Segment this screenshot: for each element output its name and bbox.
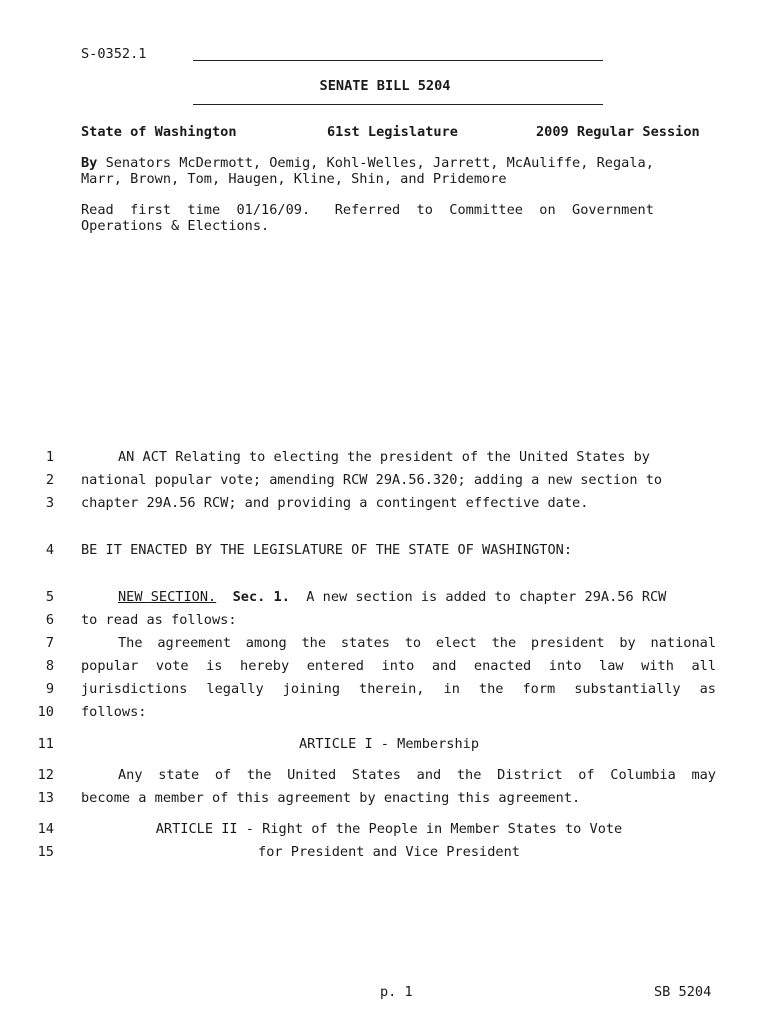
new-section-text: A new section is added to chapter 29A.56 RCW — [306, 589, 667, 605]
line-number: 3 — [45, 495, 54, 511]
sponsors-prefix: By — [81, 155, 98, 171]
line-number: 10 — [37, 704, 54, 720]
article-heading-continued: for President and Vice President — [258, 844, 520, 860]
line-number: 12 — [37, 767, 54, 783]
new-section-label: NEW SECTION. — [118, 589, 217, 605]
body-line: Any state of the United States and the District of Columbia may — [118, 767, 716, 783]
read-first-line-1: Read first time 01/16/09. Referred to Committee on Government — [81, 202, 654, 218]
body-line: to read as follows: — [81, 612, 237, 628]
article-heading: ARTICLE I - Membership — [298, 736, 480, 752]
line-number: 14 — [37, 821, 54, 837]
line-number: 11 — [37, 736, 54, 752]
body-line: chapter 29A.56 RCW; and providing a contingent effective date. — [81, 495, 589, 511]
body-line: popular vote is hereby entered into and enacted into law with all — [81, 658, 716, 674]
body-line: jurisdictions legally joining therein, in the form substantially as — [81, 681, 716, 697]
section-number: Sec. 1. — [232, 589, 290, 605]
line-number: 7 — [45, 635, 54, 651]
bill-title: SENATE BILL 5204 — [319, 78, 451, 94]
legislature-label: 61st Legislature — [327, 124, 458, 140]
line-number: 2 — [45, 472, 54, 488]
line-number: 6 — [45, 612, 54, 628]
page-number: p. 1 — [380, 984, 413, 1000]
body-line: AN ACT Relating to electing the president of the United States by — [118, 449, 650, 465]
line-number: 13 — [37, 790, 54, 806]
line-number: 9 — [45, 681, 54, 697]
line-number: 5 — [45, 589, 54, 605]
line-number: 15 — [37, 844, 54, 860]
sponsors-names-1: Senators McDermott, Oemig, Kohl-Welles, Jarrett, McAuliffe, Regala, — [105, 155, 654, 171]
body-line: become a member of this agreement by enacting this agreement. — [81, 790, 581, 806]
line-number: 8 — [45, 658, 54, 674]
line-number: 1 — [45, 449, 54, 465]
line-number: 4 — [45, 542, 54, 558]
sponsors-line-2: Marr, Brown, Tom, Haugen, Kline, Shin, and Pridemore — [81, 171, 507, 187]
header-rule-top — [193, 60, 603, 61]
read-first-line-2: Operations & Elections. — [81, 218, 270, 234]
body-line: national popular vote; amending RCW 29A.56.320; adding a new section to — [81, 472, 663, 488]
bill-reference: SB 5204 — [654, 984, 712, 1000]
enacting-clause: BE IT ENACTED BY THE LEGISLATURE OF THE STATE OF WASHINGTON: — [81, 542, 573, 558]
sponsors-line-1 — [81, 155, 654, 171]
body-line: follows: — [81, 704, 147, 720]
session-label: 2009 Regular Session — [536, 124, 700, 140]
body-line: The agreement among the states to elect the president by national — [118, 635, 716, 651]
new-section-line — [118, 589, 666, 605]
article-heading: ARTICLE II - Right of the People in Member States to Vote — [155, 821, 623, 837]
document-code: S-0352.1 — [81, 46, 147, 62]
header-rule-bottom — [193, 104, 603, 105]
state-label: State of Washington — [81, 124, 237, 140]
